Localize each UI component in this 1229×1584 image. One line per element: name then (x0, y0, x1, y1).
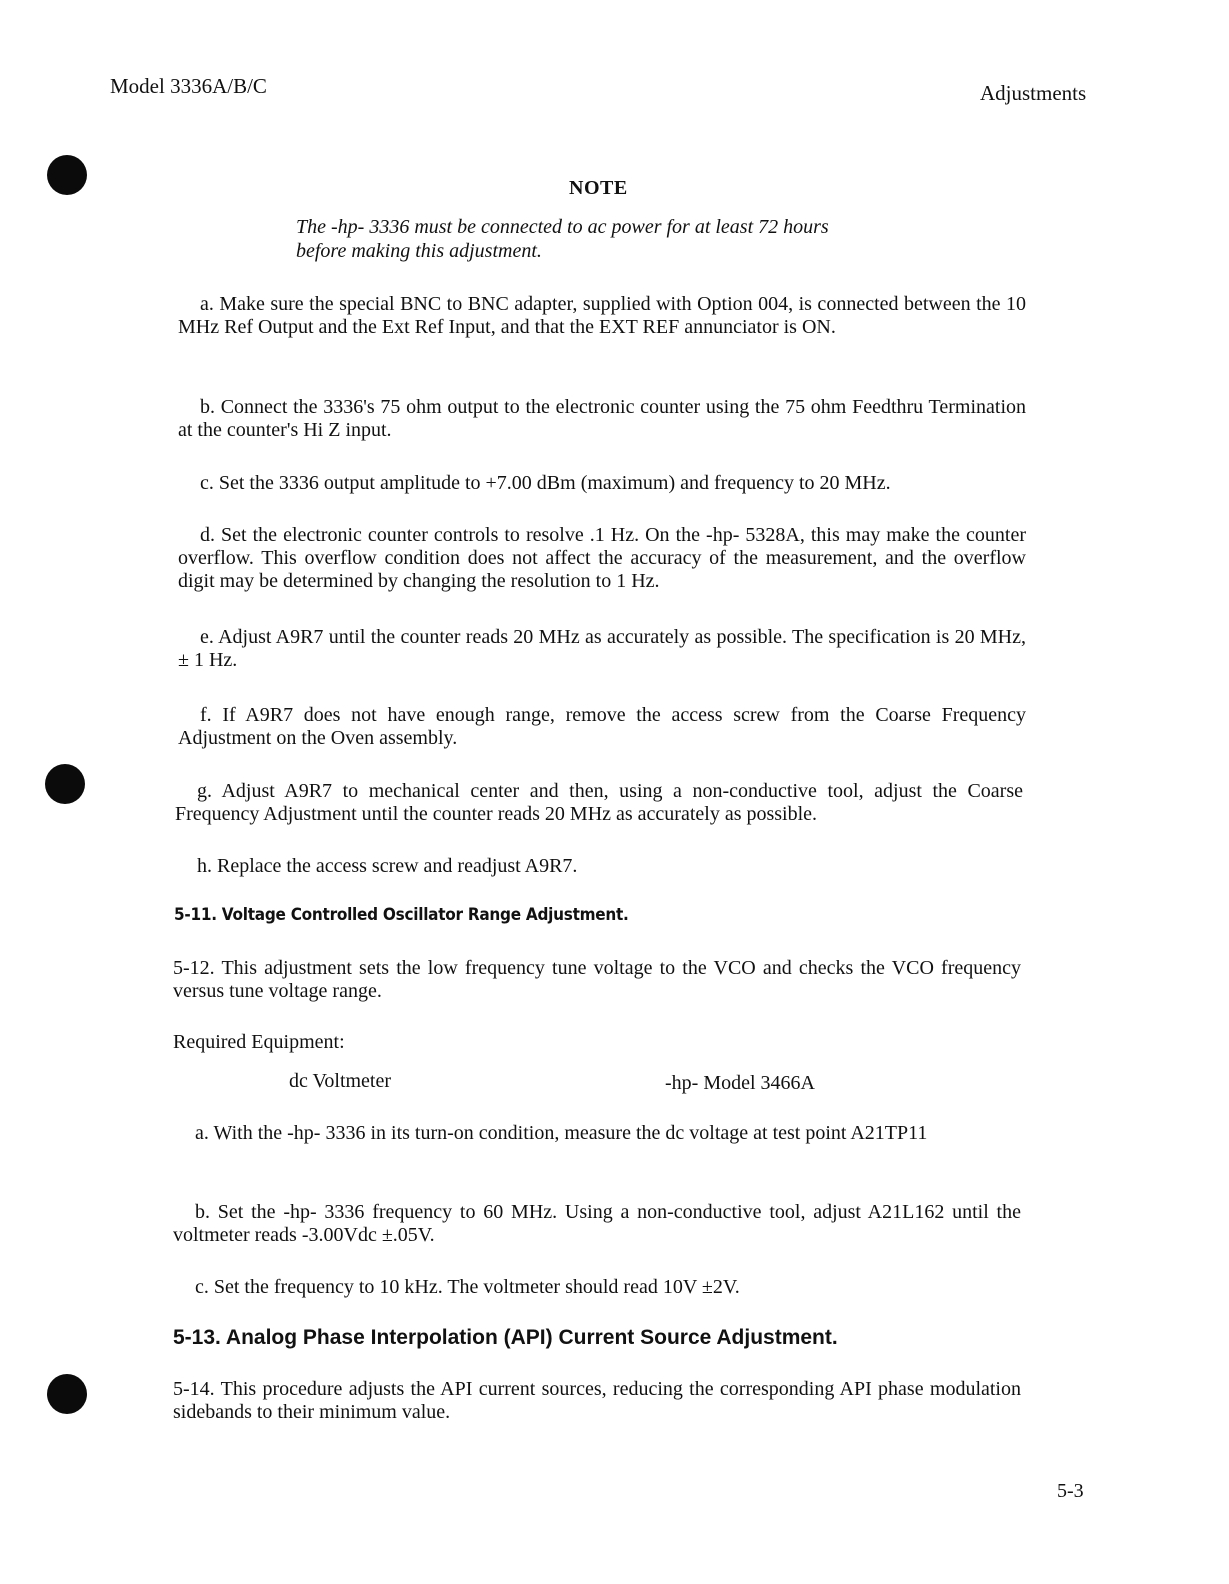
equipment-model: -hp- Model 3466A (665, 1072, 815, 1094)
para-5-14: 5-14. This procedure adjusts the API current sources, reducing the corresponding API phase modulation sidebands to their minimum value. (173, 1378, 1021, 1423)
vco-step-b: b. Set the -hp- 3336 frequency to 60 MHz. Using a non-conductive tool, adjust A21L162 until the voltmeter reads -3.00Vdc ±.05V. (173, 1201, 1021, 1246)
step-f: f. If A9R7 does not have enough range, remove the access screw from the Coarse Frequency Adjustment on the Oven assembly. (178, 704, 1026, 749)
section-5-13-heading: 5-13. Analog Phase Interpolation (API) Current Source Adjustment. (173, 1326, 838, 1349)
section-5-11-heading: 5-11. Voltage Controlled Oscillator Range Adjustment. (174, 905, 629, 925)
model-header: Model 3336A/B/C (110, 74, 267, 98)
note-line: before making this adjustment. (296, 240, 542, 262)
punch-hole-bottom (47, 1374, 87, 1414)
step-c: c. Set the 3336 output amplitude to +7.00 dBm (maximum) and frequency to 20 MHz. (200, 472, 891, 494)
step-g: g. Adjust A9R7 to mechanical center and then, using a non-conductive tool, adjust the Coarse Frequency Adjustment until the counter reads 20 MHz as accurately as possible. (175, 780, 1023, 825)
step-h: h. Replace the access screw and readjust A9R7. (197, 855, 578, 877)
vco-step-c: c. Set the frequency to 10 kHz. The voltmeter should read 10V ±2V. (195, 1276, 740, 1298)
punch-hole-top (47, 155, 87, 195)
vco-step-a: a. With the -hp- 3336 in its turn-on condition, measure the dc voltage at test point A21TP11 (195, 1122, 928, 1144)
note-body (296, 215, 936, 263)
para-5-12: 5-12. This adjustment sets the low frequency tune voltage to the VCO and checks the VCO frequency versus tune voltage range. (173, 957, 1021, 1002)
step-a: a. Make sure the special BNC to BNC adapter, supplied with Option 004, is connected between the 10 MHz Ref Output and the Ext Ref Input, and that the EXT REF annunciator is ON. (178, 293, 1026, 338)
note-line: The -hp- 3336 must be connected to ac power for at least 72 hours (296, 216, 829, 238)
section-header: Adjustments (980, 81, 1087, 105)
page-number: 5-3 (1057, 1480, 1084, 1502)
step-d: d. Set the electronic counter controls to resolve .1 Hz. On the -hp- 5328A, this may make the counter overflow. This overflow condition does not affect the accuracy of the measurement, and the overflow digit may be determined by changing the resolution to 1 Hz. (178, 524, 1026, 592)
equipment-name: dc Voltmeter (289, 1070, 392, 1092)
required-equipment-label: Required Equipment: (173, 1031, 345, 1053)
step-b: b. Connect the 3336's 75 ohm output to the electronic counter using the 75 ohm Feedthru Termination at the counter's Hi Z input. (178, 396, 1026, 441)
note-title: NOTE (569, 177, 628, 199)
punch-hole-middle (45, 764, 85, 804)
step-e: e. Adjust A9R7 until the counter reads 20 MHz as accurately as possible. The specification is 20 MHz, ± 1 Hz. (178, 626, 1026, 671)
